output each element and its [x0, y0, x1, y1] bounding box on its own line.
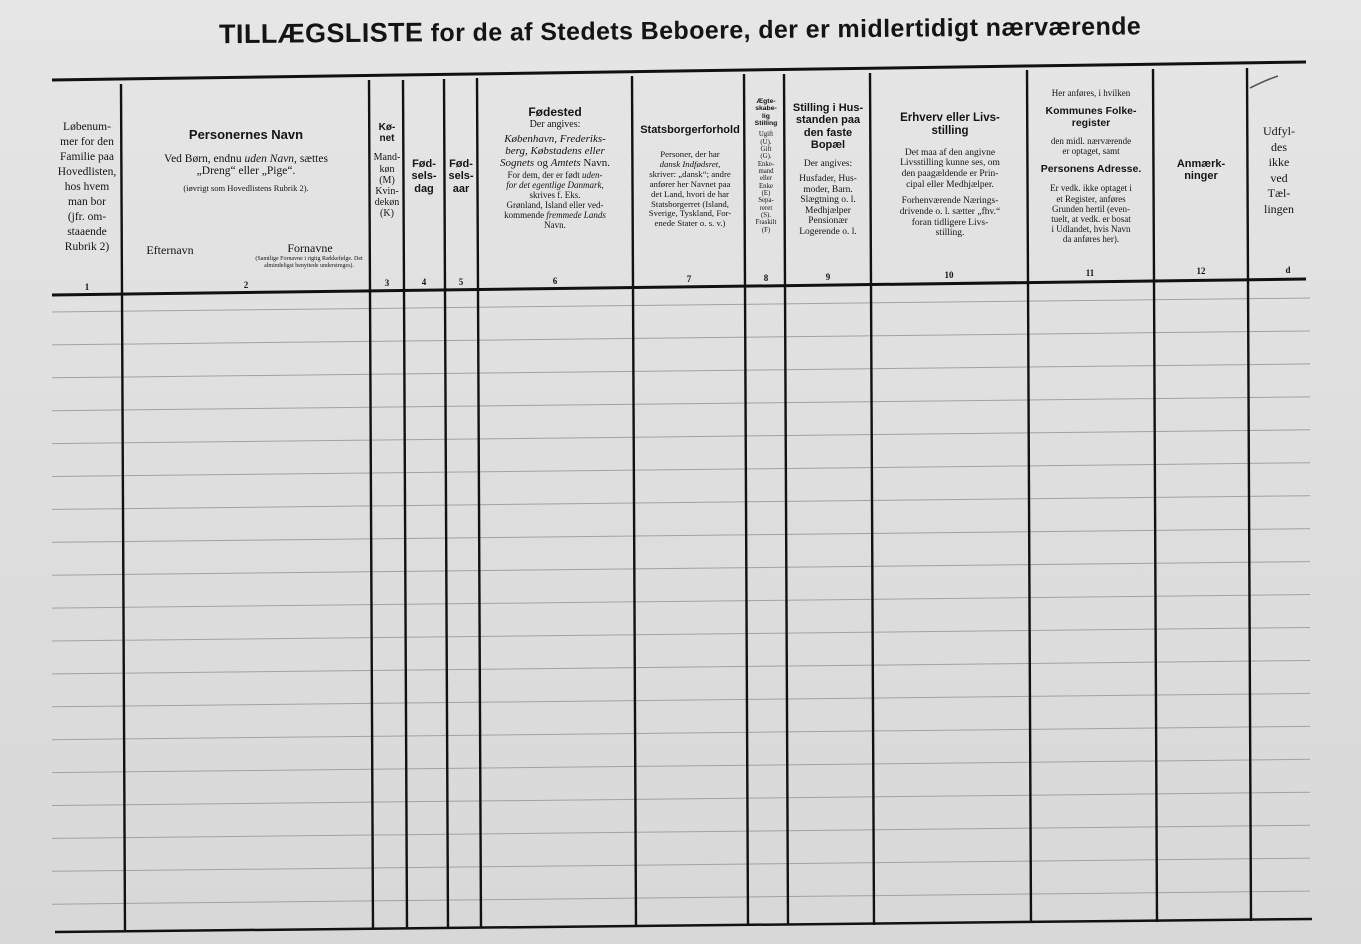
col2-efternavn: Efternavn [146, 243, 194, 257]
col-number: 9 [825, 272, 831, 282]
col10-header [874, 112, 1026, 239]
col7-heading: Statsborgerforhold [640, 124, 740, 136]
ruled-row-line [52, 726, 1310, 739]
col7-l8: enede Stater o. s. v.) [654, 218, 726, 229]
col10-line: cipal eller Medhjælper. [906, 179, 994, 190]
col8-line: Ugift [758, 131, 774, 139]
col-number: 2 [243, 280, 249, 290]
col3-heading: net [379, 133, 395, 145]
col6-l3a: Sognets [499, 157, 535, 170]
col8-heading: skabe- [755, 105, 777, 113]
col9-sub: Der angives: [803, 159, 853, 170]
col5-heading: aar [452, 182, 470, 195]
col8-line: (F) [761, 226, 771, 234]
col10-line: Livsstilling kunne ses, om [900, 158, 1000, 169]
col-number: 10 [944, 270, 954, 280]
col7-l2: dansk Indfødsret, [659, 159, 721, 170]
col6-l4a: For dem, der er født [507, 169, 580, 180]
col12-header [1156, 158, 1246, 183]
col8-heading: Ægte- [756, 98, 776, 105]
col5-heading: Fød- [449, 158, 473, 170]
col11-header [1030, 88, 1152, 244]
col1-line: mer for den [60, 135, 114, 148]
col1-line: (jfr. om- [67, 210, 107, 223]
col8-line: reret [759, 204, 773, 212]
col2-fornavne-note: (Samtlige Fornavne i rigtig Rækkefølge. Det almindeligst benyttede understreges). [255, 256, 363, 269]
col6-sub: Der angives: [529, 119, 581, 131]
col5-heading: sels- [448, 170, 474, 183]
col8-line: Sepa- [758, 197, 774, 205]
ruled-row-line [52, 891, 1310, 904]
col9-header [787, 102, 869, 238]
col10-heading: stilling [931, 124, 969, 137]
col11-heading: register [1071, 116, 1111, 129]
col2-text3: (iøvrigt som Hovedlistens Rubrik 2). [183, 183, 309, 194]
col7-l5: det Land, hvori de har [651, 188, 729, 199]
col9-heading: Stilling i Hus- [792, 102, 864, 114]
column-divider [444, 79, 448, 928]
ruled-row-line [52, 759, 1310, 772]
col7-l3: skriver: „dansk“; andre [649, 169, 731, 179]
cold-line: ved [1270, 170, 1288, 185]
col10-line: foran tidligere Livs- [911, 217, 989, 228]
col10-line: Forhenværende Nærings- [901, 196, 999, 207]
col11-line: Grunden hertil (even- [1052, 203, 1130, 214]
col8-heading: Stilling [754, 119, 778, 127]
col1-line: Løbenum- [63, 121, 111, 133]
ruled-row-line [52, 825, 1310, 838]
pen-mark-icon [1248, 74, 1280, 94]
col6-heading: Fødested [528, 105, 582, 119]
col4-heading: sels- [411, 170, 437, 183]
col6-l3c: Amtets [550, 157, 581, 170]
col4-heading: Fød- [412, 158, 436, 170]
col8-line: eller [759, 175, 773, 183]
col6-l3d: Navn. [583, 157, 610, 170]
ruled-row-line [52, 660, 1310, 673]
cold-line: des [1271, 139, 1287, 154]
col11-line: i Udlandet, hvis Navn [1051, 223, 1131, 234]
col-number: 3 [384, 278, 390, 288]
col11-line: Er vedk. ikke optaget i [1050, 183, 1132, 194]
col4-heading: dag [414, 182, 434, 195]
col7-header [634, 124, 746, 229]
col1-line: staaende [67, 225, 107, 238]
col8-line: Enke [759, 182, 773, 190]
col-number: 6 [552, 276, 558, 286]
ruled-row-line [52, 562, 1310, 576]
cold-line: Udfyl- [1263, 124, 1295, 138]
col6-l3b: og [536, 157, 548, 170]
col6-l1: København, Frederiks- [504, 132, 606, 145]
col7-l4: anfører her Navnet paa [649, 178, 731, 189]
col3-line: Kvin- [375, 185, 399, 197]
col-number: 11 [1085, 268, 1095, 278]
col-number: 5 [458, 277, 464, 287]
col10-line: stilling. [935, 228, 965, 239]
col2-text1: Ved Børn, endnu [164, 152, 242, 165]
col10-heading: Erhverv eller Livs- [900, 112, 1000, 124]
col9-line: Medhjælper [805, 205, 851, 216]
col7-l6: Statsborgerret (Island, [650, 198, 729, 209]
col4-header [406, 158, 442, 195]
col6-l9: Navn. [544, 219, 566, 230]
col1-line: hos hvem [64, 180, 110, 193]
col2-fornavne: Fornavne [287, 241, 333, 255]
col9-line: Pensionær [808, 216, 848, 227]
col8-heading: lig [762, 112, 770, 120]
col6-header [480, 106, 630, 230]
col5-header [444, 158, 478, 195]
col11-mid: den midl. nærværende [1050, 135, 1132, 146]
col1-line: Rubrik 2) [64, 240, 110, 253]
col8-line: Gift [760, 145, 772, 153]
col2-header [126, 128, 366, 194]
col11-mid: er optaget, samt [1062, 145, 1120, 156]
col12-heading: ninger [1184, 170, 1218, 183]
col9-line: Logerende o. l. [799, 227, 857, 237]
col11-line: tuelt, at vedk. er bosat [1051, 213, 1131, 224]
col3-line: dekøn [374, 197, 400, 209]
cold-line: Tæl- [1267, 186, 1291, 201]
col9-heading: Bopæl [810, 138, 846, 151]
col7-l1: Personer, der har [660, 149, 720, 160]
col11-top: Her anføres, i hvilken [1051, 88, 1131, 98]
col8-line: (U). [760, 138, 772, 146]
ruled-row-line [52, 595, 1310, 609]
cold-header [1252, 124, 1306, 218]
col3-line: (M) [379, 174, 395, 186]
ruled-row-line [52, 693, 1310, 706]
column-divider [121, 84, 125, 931]
col1-header [54, 120, 120, 254]
ruled-row-line [52, 430, 1310, 444]
col3-header [371, 122, 403, 220]
col8-line: mand [758, 167, 774, 175]
col6-l2: berg, Købstadens eller [505, 144, 605, 157]
col10-line: Det maa af den angivne [904, 147, 996, 158]
col6-l4b: uden- [581, 169, 603, 180]
col6-l8a: kommende [504, 209, 545, 220]
col9-heading: standen paa [795, 114, 861, 127]
col9-line: Slægtning o. l. [800, 195, 856, 206]
col8-header [747, 98, 785, 234]
ruled-row-line [52, 628, 1310, 642]
col2-text2: „Dreng“ eller „Pige“. [196, 165, 296, 178]
ruled-row-line [52, 529, 1310, 543]
col9-line: Husfader, Hus- [799, 173, 857, 184]
col6-l7: Grønland, Island eller ved- [506, 199, 604, 210]
col11-line: da anføres her). [1062, 233, 1120, 244]
col-number: 12 [1196, 266, 1206, 276]
col7-l7: Sverige, Tyskland, For- [648, 208, 732, 219]
col6-l6: skrives f. Eks. [529, 189, 581, 200]
cold-line: ikke [1268, 155, 1290, 170]
ruled-row-line [52, 331, 1310, 345]
col11-line: et Register, anføres [1056, 193, 1126, 204]
col6-l8b: fremmede Lands [546, 209, 606, 220]
ruled-row-line [52, 298, 1310, 312]
col11-heading2: Personens Adresse. [1040, 162, 1142, 175]
title-rest: for de af Stedets Beboere, der er midlertidigt nærværende [430, 12, 1142, 48]
col8-line: (G). [760, 153, 772, 161]
col9-line: moder, Barn. [803, 184, 853, 195]
ruled-row-line [52, 364, 1310, 378]
col10-line: drivende o. l. sætter „fhv.“ [899, 206, 1001, 217]
col1-line: Familie paa [60, 150, 114, 163]
ruled-row-line [52, 397, 1310, 411]
col-number: 8 [763, 273, 769, 283]
col6-l5: for det egentlige Danmark, [506, 179, 604, 190]
col3-line: (K) [380, 208, 394, 220]
col8-line: (S). [760, 211, 771, 219]
col9-heading: den faste [803, 126, 853, 139]
col-number: d [1285, 265, 1291, 275]
col10-line: den paagældende er Prin- [901, 169, 999, 179]
col1-line: man bor [67, 195, 106, 208]
col3-line: Mand- [373, 152, 401, 164]
ruled-row-line [52, 463, 1310, 477]
col3-line: køn [379, 163, 395, 175]
col3-heading: Kø- [378, 122, 396, 133]
col12-heading: Anmærk- [1176, 158, 1226, 170]
col2-heading: Personernes Navn [188, 127, 304, 142]
col-number: 1 [84, 282, 90, 292]
col8-line: (E) [761, 189, 771, 197]
col1-line: Hovedlisten, [57, 165, 117, 178]
col-number: 4 [421, 277, 427, 287]
col2-text1b: sættes [299, 152, 328, 165]
ruled-row-line [52, 496, 1310, 510]
ruled-row-line [52, 792, 1310, 805]
ruled-row-line [52, 858, 1310, 871]
col2-text1-italic: uden Navn, [244, 152, 297, 165]
title-main: TILLÆGSLISTE [218, 17, 424, 50]
col-number: 7 [686, 274, 692, 284]
col8-line: Fraskilt [755, 219, 777, 227]
cold-line: lingen [1264, 201, 1294, 216]
col8-line: Enke- [757, 160, 775, 168]
col11-heading: Kommunes Folke- [1045, 105, 1137, 118]
